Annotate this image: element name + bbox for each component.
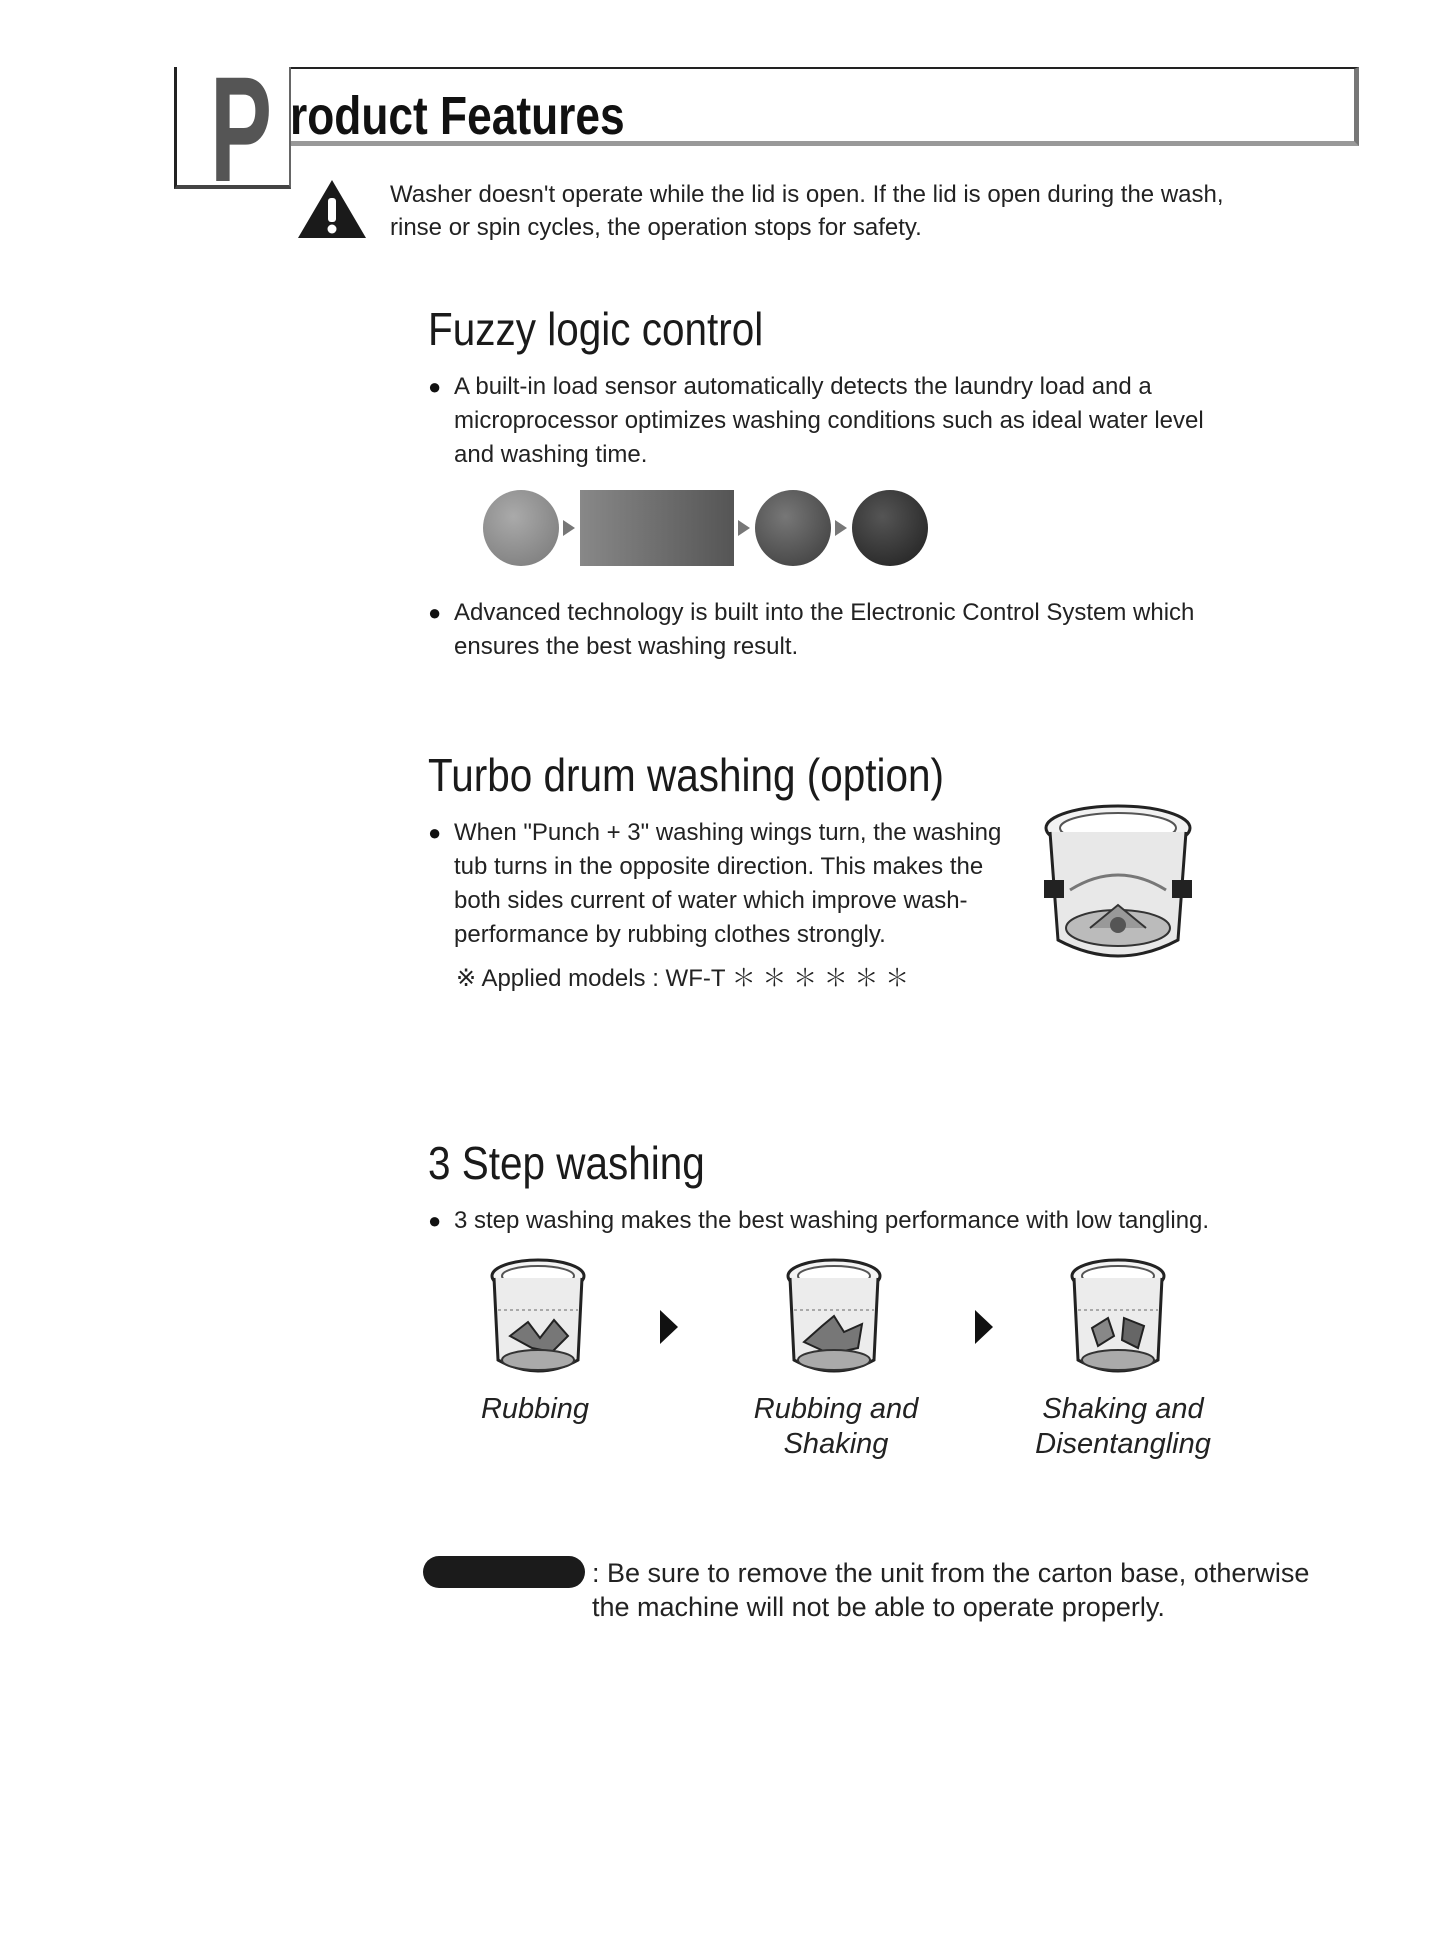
flow-circle-1	[483, 490, 559, 566]
flow-arrow-icon	[835, 520, 847, 536]
header-initial-letter: P	[210, 45, 273, 213]
step-3-caption-line2: Disentangling	[1035, 1428, 1211, 1460]
step-1-caption	[435, 1392, 635, 1427]
section-title-fuzzy: Fuzzy logic control	[428, 303, 764, 355]
section-title-3step: 3 Step washing	[428, 1137, 705, 1189]
step-rubbing-shaking-tub-icon	[784, 1256, 884, 1385]
bullet-dot-icon: ●	[428, 600, 442, 625]
turbo-bullet-text: When "Punch + 3" washing wings turn, the washing tub turns in the opposite direction. This makes the both sides current of water which improve wash-performance by rubbing clothes strongly.	[454, 819, 1002, 948]
step-2-caption-line1: Rubbing and	[753, 1393, 919, 1425]
step-2-caption	[736, 1392, 936, 1462]
page-title: roduct Features	[290, 86, 625, 146]
3step-bullet	[428, 1204, 1294, 1238]
flow-block	[580, 490, 734, 566]
fuzzy-bullet-1	[428, 370, 1214, 472]
flow-circle-2	[755, 490, 831, 566]
flow-arrow-icon	[738, 520, 750, 536]
bullet-dot-icon: ●	[428, 820, 442, 845]
warning-triangle-icon	[296, 178, 368, 245]
fuzzy-bullet-2	[428, 596, 1214, 664]
step-arrow-icon	[660, 1310, 678, 1344]
step-2-caption-line2: Shaking	[783, 1428, 889, 1460]
flow-circle-3	[852, 490, 928, 566]
applied-models: ※ Applied models : WF-T ＊ ＊ ＊ ＊ ＊ ＊	[456, 965, 910, 992]
note-label-pill	[423, 1556, 585, 1588]
step-1-caption-line1: Rubbing	[480, 1393, 590, 1425]
3step-bullet-text: 3 step washing makes the best washing performance with low tangling.	[454, 1207, 1210, 1234]
section-title-turbo: Turbo drum washing (option)	[428, 749, 944, 801]
fuzzy-bullet-2-text: Advanced technology is built into the Electronic Control System which ensures the best washing result.	[454, 599, 1195, 660]
step-rubbing-tub-icon	[488, 1256, 588, 1385]
bullet-dot-icon: ●	[428, 1208, 442, 1233]
step-3-caption-line1: Shaking and	[1042, 1393, 1204, 1425]
step-shaking-disentangling-tub-icon	[1068, 1256, 1168, 1385]
step-arrow-icon	[975, 1310, 993, 1344]
bullet-dot-icon: ●	[428, 374, 442, 399]
note-text: : Be sure to remove the unit from the carton base, otherwise the machine will not be able to operate properly.	[592, 1558, 1310, 1622]
turbo-drum-icon	[1040, 800, 1196, 975]
flow-arrow-icon	[563, 520, 575, 536]
step-3-caption	[1018, 1392, 1228, 1462]
fuzzy-bullet-1-text: A built-in load sensor automatically detects the laundry load and a microprocessor optimizes washing conditions such as ideal water level and washing time.	[454, 373, 1204, 468]
turbo-bullet	[428, 816, 1034, 952]
warning-text: Washer doesn't operate while the lid is open. If the lid is open during the wash, rinse or spin cycles, the operation stops for safety.	[390, 181, 1224, 241]
